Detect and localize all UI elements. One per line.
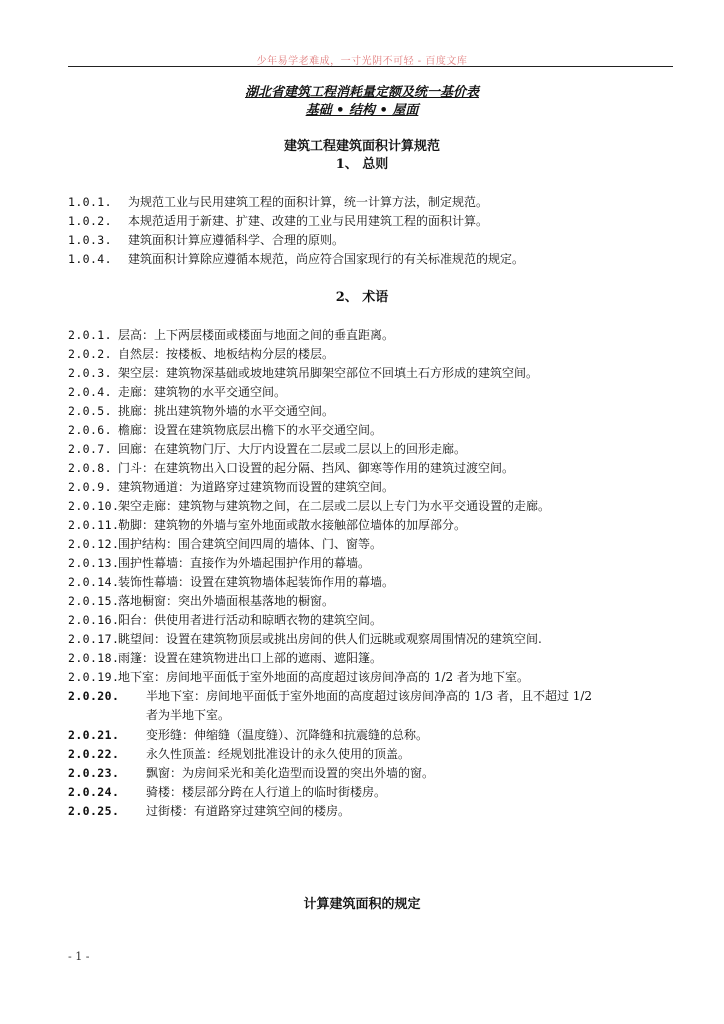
clause-number: 2.0.22. bbox=[68, 747, 120, 761]
clause-text: 地下室：房间地平面低于室外地面的高度超过该房间净高的 1/2 者为地下室。 bbox=[118, 670, 529, 684]
clause-row bbox=[68, 383, 680, 401]
clause-row bbox=[68, 345, 680, 363]
page-number: - 1 - bbox=[68, 950, 90, 963]
clause-row bbox=[68, 802, 680, 820]
clause-text: 围护结构：围合建筑空间四周的墙体、门、窗等。 bbox=[118, 537, 383, 551]
clause-number: 2.0.15. bbox=[68, 594, 120, 608]
clause-text: 建筑面积计算应遵循科学、合理的原则。 bbox=[128, 233, 345, 247]
clause-row bbox=[68, 573, 680, 591]
clause-text: 本规范适用于新建、扩建、改建的工业与民用建筑工程的面积计算。 bbox=[128, 214, 489, 228]
clause-text: 挑廊：挑出建筑物外墙的水平交通空间。 bbox=[118, 404, 335, 418]
clause-text: 永久性顶盖：经规划批准设计的永久使用的顶盖。 bbox=[146, 747, 411, 761]
clause-text: 变形缝：伸缩缝（温度缝）、沉降缝和抗震缝的总称。 bbox=[146, 728, 429, 742]
clause-row bbox=[68, 478, 680, 496]
clause-row bbox=[68, 364, 680, 382]
clause-number: 1.0.3. bbox=[68, 233, 112, 247]
clause-number: 2.0.20. bbox=[68, 689, 120, 703]
clause-number: 2.0.10. bbox=[68, 499, 120, 513]
clause-row bbox=[68, 402, 680, 420]
clause-row bbox=[68, 250, 680, 268]
clause-text: 勒脚：建筑物的外墙与室外地面或散水接触部位墙体的加厚部分。 bbox=[118, 518, 467, 532]
clause-text: 走廊：建筑物的水平交通空间。 bbox=[118, 385, 287, 399]
clause-number: 2.0.11. bbox=[68, 518, 120, 532]
clause-row bbox=[68, 611, 680, 629]
clause-row bbox=[68, 326, 680, 344]
clause-number: 2.0.24. bbox=[68, 785, 120, 799]
clause-number: 2.0.12. bbox=[68, 537, 120, 551]
clause-row bbox=[68, 459, 680, 477]
clause-number: 1.0.1. bbox=[68, 195, 112, 209]
clause-number: 2.0.13. bbox=[68, 556, 120, 570]
clause-row bbox=[68, 764, 680, 782]
clause-row bbox=[68, 497, 680, 515]
clause-number: 2.0.17. bbox=[68, 632, 120, 646]
clause-text: 架空层：建筑物深基础或坡地建筑吊脚架空部位不回填土石方形成的建筑空间。 bbox=[118, 366, 539, 380]
clause-number: 2.0.2. bbox=[68, 347, 112, 361]
clause-number: 2.0.16. bbox=[68, 613, 120, 627]
clause-row bbox=[68, 212, 680, 230]
clause-row bbox=[68, 440, 680, 458]
clause-row bbox=[68, 421, 680, 439]
clause-row bbox=[68, 231, 680, 249]
clause-row bbox=[68, 726, 680, 744]
clause-number: 2.0.6. bbox=[68, 423, 112, 437]
clause-number: 2.0.9. bbox=[68, 480, 112, 494]
clause-number: 2.0.8. bbox=[68, 461, 112, 475]
clause-row bbox=[68, 554, 680, 572]
clause-number: 2.0.19. bbox=[68, 670, 120, 684]
clause-text: 飘窗：为房间采光和美化造型而设置的突出外墙的窗。 bbox=[146, 766, 435, 780]
clause-text: 落地橱窗：突出外墙面根基落地的橱窗。 bbox=[118, 594, 335, 608]
clause-text: 装饰性幕墙：设置在建筑物墙体起装饰作用的幕墙。 bbox=[118, 575, 395, 589]
clause-number: 2.0.5. bbox=[68, 404, 112, 418]
clause-row bbox=[68, 193, 680, 211]
clause-continuation: 者为半地下室。 bbox=[146, 708, 231, 722]
clause-number: 2.0.23. bbox=[68, 766, 120, 780]
clause-text: 眺望间：设置在建筑物顶层或挑出房间的供人们远眺或观察周围情况的建筑空间. bbox=[118, 632, 542, 646]
clause-row bbox=[68, 592, 680, 610]
clause-text: 门斗：在建筑物出入口设置的起分隔、挡风、御寒等作用的建筑过渡空间。 bbox=[118, 461, 515, 475]
clause-text: 半地下室：房间地平面低于室外地面的高度超过该房间净高的 1/3 者，且不超过 1/2 bbox=[146, 689, 593, 703]
section1-heading: 1、 总则 bbox=[335, 157, 389, 172]
clause-number: 2.0.3. bbox=[68, 366, 112, 380]
clause-number: 2.0.1. bbox=[68, 328, 112, 342]
clause-row bbox=[68, 745, 680, 763]
clause-text: 檐廊：设置在建筑物底层出檐下的水平交通空间。 bbox=[118, 423, 383, 437]
doc-title: 湖北省建筑工程消耗量定额及统一基价表 bbox=[244, 85, 479, 100]
clause-row bbox=[68, 668, 680, 686]
clause-text: 自然层：按楼板、地板结构分层的楼层。 bbox=[118, 347, 335, 361]
clause-number: 2.0.18. bbox=[68, 651, 120, 665]
clause-number: 2.0.25. bbox=[68, 804, 120, 818]
clause-text: 围护性幕墙：直接作为外墙起围护作用的幕墙。 bbox=[118, 556, 371, 570]
clause-text: 阳台：供使用者进行活动和晾晒衣物的建筑空间。 bbox=[118, 613, 383, 627]
clause-row bbox=[68, 630, 680, 648]
clause-number: 2.0.21. bbox=[68, 728, 120, 742]
clause-text: 架空走廊：建筑物与建筑物之间，在二层或二层以上专门为水平交通设置的走廊。 bbox=[118, 499, 551, 513]
clause-text: 骑楼：楼层部分跨在人行道上的临时街楼房。 bbox=[146, 785, 387, 799]
clause-row bbox=[68, 649, 680, 667]
clause-number: 1.0.2. bbox=[68, 214, 112, 228]
clause-text: 雨篷：设置在建筑物进出口上部的遮雨、遮阳篷。 bbox=[118, 651, 383, 665]
section3-heading: 计算建筑面积的规定 bbox=[303, 897, 421, 912]
section2-heading: 2、 术语 bbox=[335, 290, 389, 305]
clause-text: 回廊：在建筑物门厅、大厅内设置在二层或二层以上的回形走廊。 bbox=[118, 442, 467, 456]
clause-text: 建筑物通道：为道路穿过建筑物而设置的建筑空间。 bbox=[118, 480, 395, 494]
clause-row bbox=[68, 535, 680, 553]
watermark: 少年易学老难成，一寸光阴不可轻 - 百度文库 bbox=[256, 56, 468, 67]
clause-row bbox=[68, 783, 680, 801]
header-rule bbox=[68, 66, 673, 67]
main-heading: 建筑工程建筑面积计算规范 bbox=[283, 139, 440, 154]
clause-row bbox=[68, 687, 680, 705]
clause-number: 2.0.4. bbox=[68, 385, 112, 399]
clause-number: 1.0.4. bbox=[68, 252, 112, 266]
clause-number: 2.0.14. bbox=[68, 575, 120, 589]
clause-number: 2.0.7. bbox=[68, 442, 112, 456]
clause-text: 层高：上下两层楼面或楼面与地面之间的垂直距离。 bbox=[118, 328, 395, 342]
clause-row bbox=[68, 516, 680, 534]
doc-subtitle: 基础 • 结构 • 屋面 bbox=[305, 103, 419, 118]
clause-text: 过街楼：有道路穿过建筑空间的楼房。 bbox=[146, 804, 351, 818]
clause-text: 为规范工业与民用建筑工程的面积计算，统一计算方法，制定规范。 bbox=[128, 195, 489, 209]
clause-text: 建筑面积计算除应遵循本规范，尚应符合国家现行的有关标准规范的规定。 bbox=[128, 252, 525, 266]
